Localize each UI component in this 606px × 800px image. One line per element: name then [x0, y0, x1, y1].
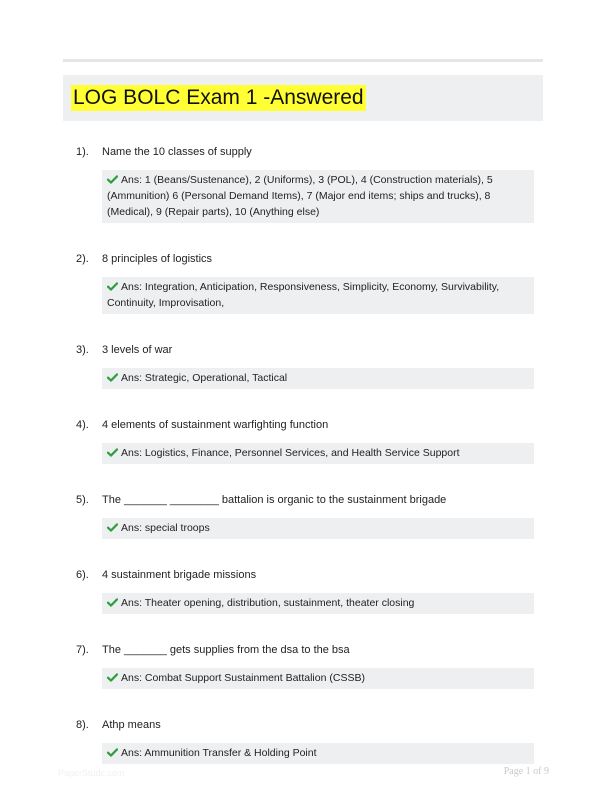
question-text: 3 levels of war: [102, 344, 173, 356]
watermark-text: PaperStudc.com: [58, 768, 125, 778]
question-list: [73, 145, 537, 764]
question-item-5: [73, 493, 537, 539]
answer-text: Ans: Ammunition Transfer & Holding Point: [121, 747, 317, 759]
question-number: 7).: [76, 644, 89, 656]
answer-text: Ans: Strategic, Operational, Tactical: [121, 372, 288, 384]
question-text: 4 elements of sustainment warfighting function: [102, 419, 329, 431]
question-number: 6).: [76, 569, 89, 581]
check-icon: [107, 373, 118, 382]
answer-box: [102, 368, 534, 389]
question-number: 1).: [76, 146, 89, 158]
check-icon: [107, 673, 118, 682]
question-item-3: [73, 343, 537, 389]
answer-text: Ans: Integration, Anticipation, Responsiveness, Simplicity, Economy, Survivability, Continuity, Improvisation,: [107, 281, 500, 309]
page-title: LOG BOLC Exam 1 -Answered: [73, 86, 364, 109]
question-text: The _______ gets supplies from the dsa to the bsa: [102, 644, 350, 656]
question-item-4: [73, 418, 537, 464]
answer-box: [102, 170, 534, 223]
question-number: 8).: [76, 719, 89, 731]
answer-box: [102, 743, 534, 764]
question-number: 4).: [76, 419, 89, 431]
check-icon: [107, 175, 118, 184]
question-item-7: [73, 643, 537, 689]
check-icon: [107, 282, 118, 291]
answer-box: [102, 443, 534, 464]
question-text: 8 principles of logistics: [102, 253, 213, 265]
question-item-6: [73, 568, 537, 614]
answer-text: Ans: Theater opening, distribution, sustainment, theater closing: [121, 597, 415, 609]
answer-box: [102, 277, 534, 314]
question-item-2: [73, 252, 537, 314]
answer-text: Ans: 1 (Beans/Sustenance), 2 (Uniforms), 3 (POL), 4 (Construction materials), 5 (Ammunition) 6 (Personal Demand Items), 7 (Major end items; ships and trucks), 8 (Medical), 9 (Repair parts), 10 (Anything else): [107, 174, 493, 218]
answer-box: [102, 518, 534, 539]
answer-text: Ans: Combat Support Sustainment Battalion (CSSB): [121, 672, 365, 684]
question-number: 5).: [76, 494, 89, 506]
title-banner: [63, 75, 543, 121]
page-indicator: Page 1 of 9: [503, 766, 549, 777]
top-divider: [63, 59, 543, 62]
check-icon: [107, 448, 118, 457]
question-text: The _______ ________ battalion is organic to the sustainment brigade: [102, 494, 447, 506]
check-icon: [107, 523, 118, 532]
question-item-1: [73, 145, 537, 223]
question-text: Name the 10 classes of supply: [102, 146, 252, 158]
answer-box: [102, 593, 534, 614]
question-text: 4 sustainment brigade missions: [102, 569, 257, 581]
answer-box: [102, 668, 534, 689]
answer-text: Ans: Logistics, Finance, Personnel Services, and Health Service Support: [121, 447, 460, 459]
check-icon: [107, 748, 118, 757]
question-item-8: [73, 718, 537, 764]
check-icon: [107, 598, 118, 607]
question-number: 3).: [76, 344, 89, 356]
question-number: 2).: [76, 253, 89, 265]
answer-text: Ans: special troops: [121, 522, 210, 534]
question-text: Athp means: [102, 719, 161, 731]
